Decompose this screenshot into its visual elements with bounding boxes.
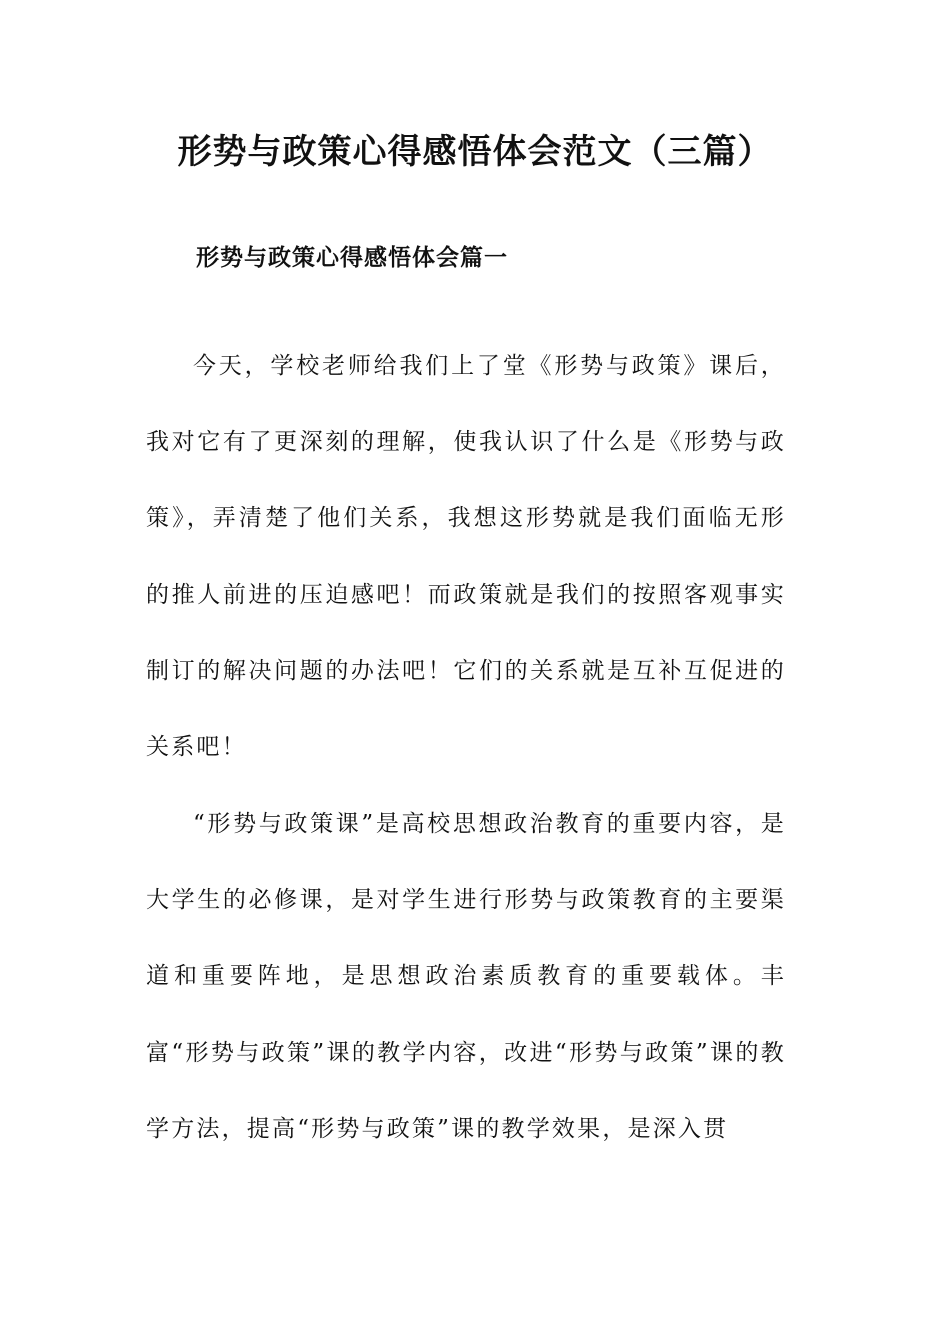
section-heading: 形势与政策心得感悟体会篇一 [196,244,508,271]
body-paragraph-1: 今天，学校老师给我们上了堂《形势与政策》课后，我对它有了更深刻的理解，使我认识了什么是《形势与政策》，弄清楚了他们关系，我想这形势就是我们面临无形的推人前进的压迫感吧！而政策就是我们的按照客观事实制订的解决问题的办法吧！它们的关系就是互补互促进的关系吧！ [146,353,786,761]
body-paragraph-2: “形势与政策课”是高校思想政治教育的重要内容，是大学生的必修课，是对学生进行形势与政策教育的主要渠道和重要阵地，是思想政治素质教育的重要载体。丰富“形势与政策”课的教学内容，改进“形势与政策”课的教学方法，提高“形势与政策”课的教学效果，是深入贯 [146,811,786,1142]
document-title: 形势与政策心得感悟体会范文（三篇） [177,132,773,172]
